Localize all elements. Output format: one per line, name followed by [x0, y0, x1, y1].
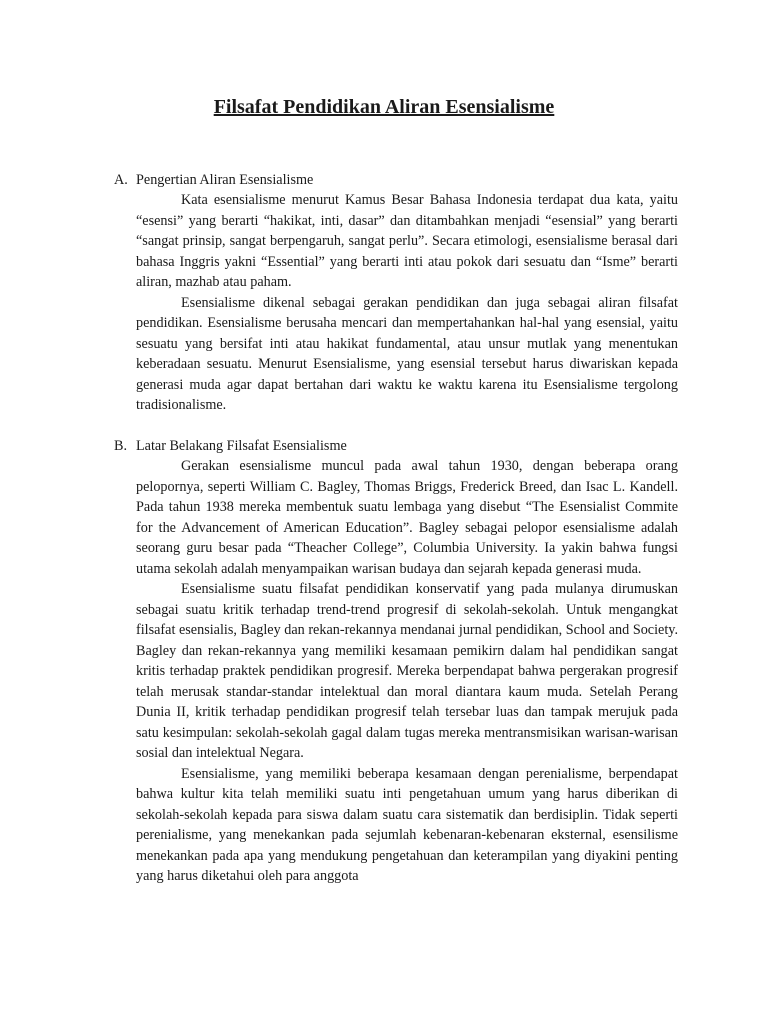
section-b-heading [114, 436, 678, 456]
section-a-heading-text: Pengertian Aliran Esensialisme [136, 172, 314, 188]
section-a [114, 170, 678, 416]
section-a-paragraph: Esensialisme dikenal sebagai gerakan pendidikan dan juga sebagai aliran filsafat pendidikan. Esensialisme berusaha mencari dan mempertahankan hal-hal yang esensial, yaitu sesuatu yang bersifat inti atau hakikat fundamental, atau unsur mutlak yang menentukan keberadaan sesuatu. Menurut Esensialisme, yang esensial tersebut harus diwariskan kepada generasi muda agar dapat bertahan dari waktu ke waktu karena itu Esensialisme tergolong tradisionalisme. [136, 294, 678, 413]
section-b-letter: B. [114, 438, 128, 454]
section-b [114, 436, 678, 887]
section-b-paragraph: Gerakan esensialisme muncul pada awal tahun 1930, dengan beberapa orang pelopornya, seperti William C. Bagley, Thomas Briggs, Frederick Breed, dan Isac L. Kandell. Pada tahun 1938 mereka membentuk suatu lembaga yang disebut “The Esensialist Commite for the Advancement of American Education”. Bagley sebagai pelopor esensialisme adalah seorang guru besar pada “Theacher College”, Columbia University. Ia yakin bahwa fungsi utama sekolah adalah menyampaikan warisan budaya dan sejarah kepada generasi muda. [136, 458, 678, 577]
section-b-paragraph: Esensialisme, yang memiliki beberapa kesamaan dengan perenialisme, berpendapat bahwa kultur kita telah memiliki suatu inti pengetahuan umum yang harus diberikan di sekolah-sekolah kepada para siswa dalam suatu cara sistematik dan berdisiplin. Tidak seperti perenialisme, yang menekankan pada sejumlah kebenaran-kebenaran eksternal, esensilisme menekankan pada apa yang mendukung pengetahuan dan keterampilan yang diyakini penting yang harus diketahui oleh para anggota [136, 765, 678, 884]
section-a-paragraph: Kata esensialisme menurut Kamus Besar Bahasa Indonesia terdapat dua kata, yaitu “esensi” yang berarti “hakikat, inti, dasar” dan ditambahkan menjadi “esensial” yang berarti “sangat prinsip, sangat berpengaruh, sangat perlu”. Secara etimologi, esensialisme berasal dari bahasa Inggris yakni “Essential” yang berarti inti atau pokok dari sesuatu dan “Isme” berarti aliran, mazhab atau paham. [136, 192, 678, 290]
section-b-paragraph: Esensialisme suatu filsafat pendidikan konservatif yang pada mulanya dirumuskan sebagai suatu kritik terhadap trend-trend progresif di sekolah-sekolah. Untuk mengangkat filsafat esensialis, Bagley dan rekan-rekannya mendanai jurnal pendidikan, School and Society. Bagley dan rekan-rekannya yang memiliki kesamaan pemikirn dalam hal pendidikan sangat kritis terhadap praktek pendidikan progresif. Mereka berpendapat bahwa pergerakan progresif telah merusak standar-standar intelektual dan moral diantara kaum muda. Setelah Perang Dunia II, kritik terhadap pendidikan progresif telah tersebar luas dan tampak merujuk pada satu kesimpulan: sekolah-sekolah gagal dalam tugas mereka mentransmisikan warisan-warisan sosial dan intelektual Negara. [136, 581, 678, 761]
section-a-heading [114, 170, 678, 190]
section-b-heading-text: Latar Belakang Filsafat Esensialisme [136, 438, 347, 454]
document-title: Filsafat Pendidikan Aliran Esensialisme [213, 96, 555, 118]
section-a-letter: A. [114, 172, 128, 188]
